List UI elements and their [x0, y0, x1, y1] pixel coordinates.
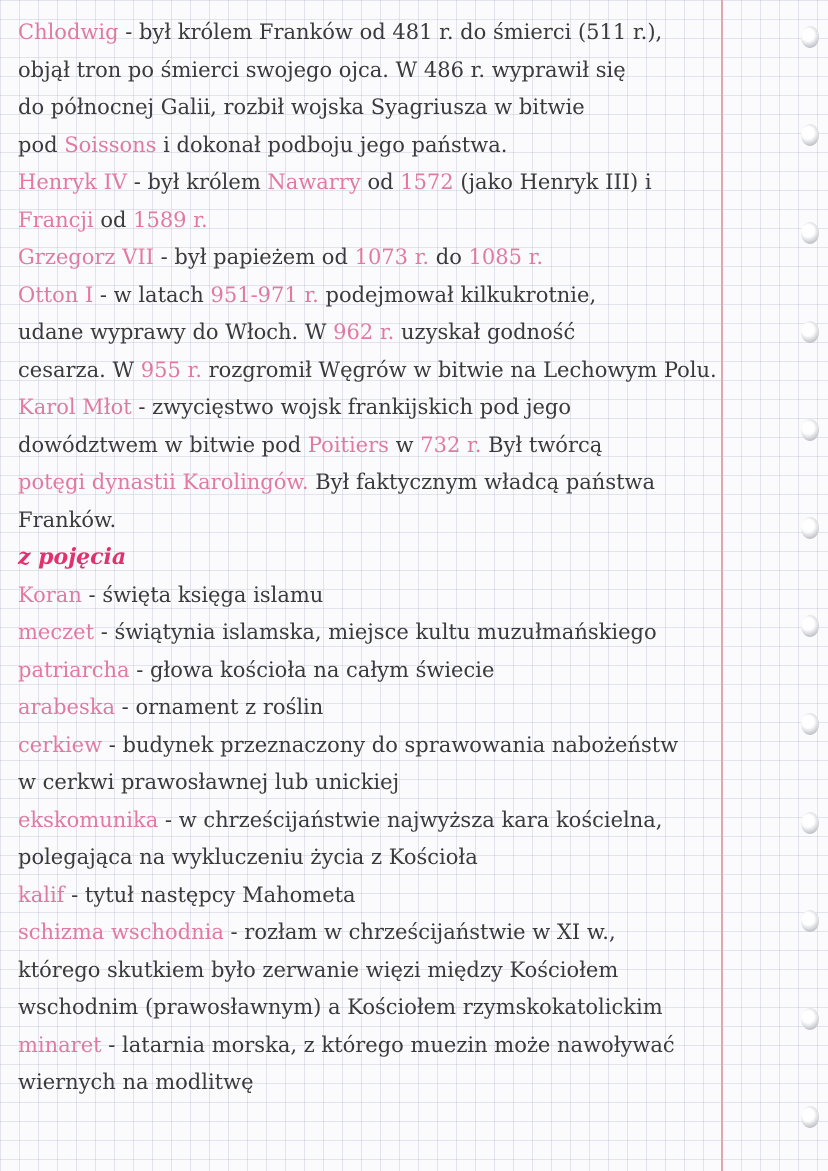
note-text: (jako Henryk III) i: [453, 170, 652, 194]
term-line: [18, 577, 748, 615]
term-definition: w cerkwi prawosławnej lub unickiej: [18, 770, 400, 794]
term-definition: wiernych na modlitwę: [18, 1070, 254, 1094]
binder-hole: [801, 713, 819, 735]
notes-page: [18, 14, 748, 1102]
note-text: - był papieżem od: [153, 245, 355, 269]
term-name: meczet: [18, 620, 95, 644]
term-name: patriarcha: [18, 657, 130, 682]
figure-name: Karol Młot: [18, 395, 132, 419]
note-text: pod: [18, 132, 65, 157]
section-heading: z pojęcia: [18, 544, 127, 570]
term-definition: latarnia morska, z którego muezin może nawoływać: [122, 1032, 675, 1057]
term-definition: budynek przeznaczony do sprawowania nabożeństw: [122, 732, 679, 757]
note-line: [18, 202, 748, 240]
term-line: [18, 839, 748, 877]
note-line: [18, 389, 748, 427]
term-definition: polegająca na wykluczeniu życia z Kościoła: [18, 845, 478, 869]
note-line: [18, 464, 748, 502]
term-line: [18, 689, 748, 727]
note-line: [18, 14, 748, 52]
term-definition: ornament z roślin: [135, 695, 324, 719]
year: 1085 r.: [468, 245, 544, 269]
dash: -: [223, 920, 245, 944]
dash: -: [64, 882, 85, 907]
binder-hole: [801, 812, 819, 834]
dash: -: [102, 732, 123, 757]
note-text: dowództwem w bitwie pod: [18, 432, 308, 457]
highlighted-text: potęgi dynastii Karolingów.: [18, 470, 309, 494]
year: 1589 r.: [133, 207, 208, 232]
dash: -: [129, 657, 150, 682]
term-line: [18, 989, 748, 1027]
place-name: Poitiers: [307, 432, 389, 457]
note-text: - w latach: [93, 282, 211, 307]
note-text: Był faktycznym władcą państwa: [308, 470, 656, 494]
term-line: [18, 952, 748, 990]
binder-holes: [797, 0, 828, 1171]
note-line: [18, 164, 748, 202]
place-name: Nawarry: [267, 170, 361, 194]
binder-hole: [801, 222, 819, 244]
note-text: cesarza. W: [18, 357, 141, 382]
term-name: cerkiew: [18, 732, 103, 757]
term-name: ekskomunika: [18, 807, 159, 832]
term-definition: świątynia islamska, miejsce kultu muzułmańskiego: [114, 620, 657, 644]
note-line: [18, 277, 748, 315]
term-line: [18, 727, 748, 765]
term-definition: którego skutkiem było zerwanie więzi między Kościołem: [18, 957, 619, 982]
place-name: Francji: [18, 207, 94, 232]
figure-name: Chlodwig: [18, 20, 119, 44]
note-line: [18, 89, 748, 127]
year: 1572: [400, 170, 454, 194]
binder-hole: [801, 910, 819, 932]
binder-hole: [801, 1008, 819, 1030]
dash: -: [81, 582, 103, 607]
note-text: i dokonał podboju jego państwa.: [156, 132, 508, 157]
dash: -: [101, 1032, 123, 1057]
figure-name: Grzegorz VII: [18, 245, 154, 269]
year: 962 r.: [333, 320, 395, 344]
note-line: [18, 539, 748, 577]
year: 955 r.: [140, 357, 202, 382]
note-text: - był królem: [127, 170, 268, 194]
term-name: Koran: [18, 582, 82, 607]
note-text: od: [360, 170, 401, 194]
note-text: podejmował kilkukrotnie,: [318, 282, 597, 307]
dash: -: [158, 807, 179, 832]
term-line: [18, 802, 748, 840]
dash: -: [114, 695, 136, 719]
note-text: uzyskał godność: [394, 320, 576, 344]
term-definition: rozłam w chrześcijaństwie w XI w.,: [244, 920, 616, 944]
note-line: [18, 52, 748, 90]
note-line: [18, 427, 748, 465]
place-name: Soissons: [64, 132, 157, 157]
term-definition: w chrześcijaństwie najwyższa kara kościelna,: [178, 807, 663, 832]
note-text: do: [429, 245, 469, 269]
dash: -: [94, 620, 115, 644]
year: 951-971 r.: [210, 282, 319, 307]
note-text: rozgromił Węgrów w bitwie na Lechowym Polu.: [201, 357, 717, 382]
term-line: [18, 764, 748, 802]
term-name: schizma wschodnia: [18, 920, 224, 944]
note-text: udane wyprawy do Włoch. W: [18, 320, 334, 344]
term-line: [18, 614, 748, 652]
term-name: arabeska: [18, 695, 115, 719]
term-definition: święta księga islamu: [102, 582, 324, 607]
note-line: [18, 314, 748, 352]
note-text: Był twórcą: [481, 432, 603, 457]
note-text: objął tron po śmierci swojego ojca. W 486 r. wyprawił się: [18, 57, 626, 82]
note-text: do północnej Galii, rozbił wojska Syagriusza w bitwie: [18, 95, 585, 119]
figure-name: Henryk IV: [18, 170, 128, 194]
year: 732 r.: [420, 432, 482, 457]
binder-hole: [801, 1106, 819, 1128]
binder-hole: [801, 615, 819, 637]
note-text: - zwycięstwo wojsk frankijskich pod jego: [131, 395, 571, 419]
binder-hole: [801, 124, 819, 146]
term-line: [18, 1064, 748, 1102]
note-line: [18, 127, 748, 165]
note-text: Franków.: [18, 507, 117, 532]
term-definition: wschodnim (prawosławnym) a Kościołem rzymskokatolickim: [18, 995, 663, 1019]
term-name: kalif: [18, 882, 65, 907]
note-line: [18, 352, 748, 390]
note-line: [18, 239, 748, 277]
term-line: [18, 1027, 748, 1065]
note-text: - był królem Franków od 481 r. do śmierci (511 r.),: [118, 20, 663, 44]
term-name: minaret: [18, 1032, 102, 1057]
term-line: [18, 877, 748, 915]
note-text: w: [388, 432, 421, 457]
binder-hole: [801, 419, 819, 441]
note-line: [18, 502, 748, 540]
binder-hole: [801, 321, 819, 343]
year: 1073 r.: [354, 245, 430, 269]
binder-hole: [801, 517, 819, 539]
term-line: [18, 652, 748, 690]
term-line: [18, 914, 748, 952]
note-text: od: [93, 207, 134, 232]
figure-name: Otton I: [18, 282, 94, 307]
term-definition: tytuł następcy Mahometa: [84, 882, 356, 907]
term-definition: głowa kościoła na całym świecie: [149, 657, 495, 682]
binder-hole: [801, 26, 819, 48]
